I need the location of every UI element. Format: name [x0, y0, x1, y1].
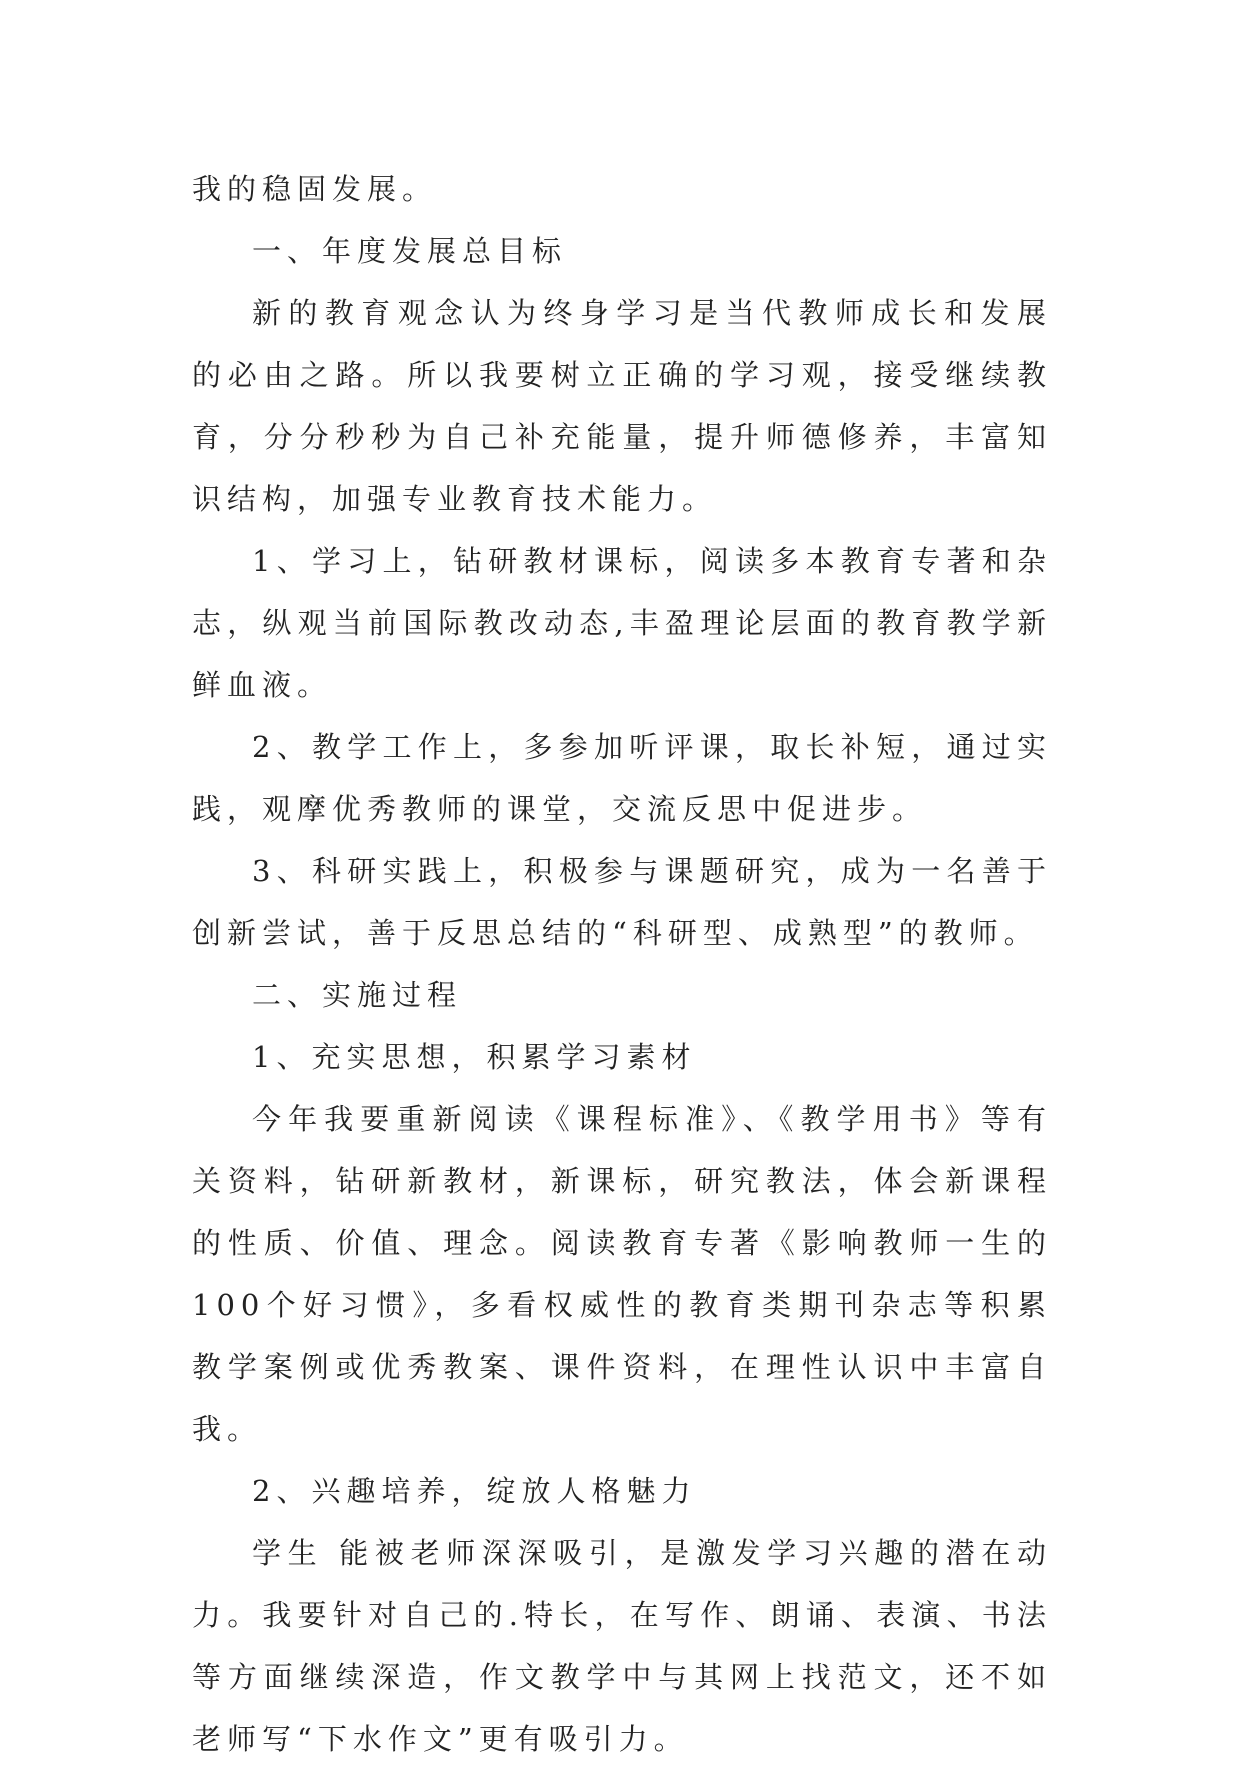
- paragraph-interest-plan: 学生 能被老师深深吸引，是激发学习兴趣的潜在动力。我要针对自己的.特长，在写作、朗诵、表演、书法等方面继续深造，作文教学中与其网上找范文，还不如老师写“下水作文”更有吸引力。: [192, 1536, 1052, 1756]
- paragraph-goal-teaching: 2、教学工作上，多参加听评课，取长补短，通过实践，观摩优秀教师的课堂，交流反思中促进步。: [192, 730, 1052, 826]
- heading-annual-goal: 一、年度发展总目标: [252, 234, 568, 268]
- heading-implementation: 二、实施过程: [252, 978, 463, 1012]
- subheading-enrich-thought: 1、充实思想，积累学习素材: [252, 1040, 697, 1074]
- paragraph-reading-plan: 今年我要重新阅读《课程标准》、《教学用书》等有关资料，钻研新教材，新课标，研究教法，体会新课程的性质、价值、理念。阅读教育专著《影响教师一生的100个好习惯》，多看权威性的教育类期刊杂志等积累教学案例或优秀教案、课件资料，在理性认识中丰富自我。: [192, 1102, 1052, 1446]
- paragraph-goal-intro: 新的教育观念认为终身学习是当代教师成长和发展的必由之路。所以我要树立正确的学习观，接受继续教育，分分秒秒为自己补充能量，提升师德修养，丰富知识结构，加强专业教育技术能力。: [192, 296, 1052, 516]
- subheading-interest-cultivation: 2、兴趣培养，绽放人格魅力: [252, 1474, 697, 1508]
- paragraph-continuation: 我的稳固发展。: [192, 172, 438, 206]
- document-body: [192, 158, 1052, 1770]
- paragraph-goal-research: 3、科研实践上，积极参与课题研究，成为一名善于创新尝试，善于反思总结的“科研型、成熟型”的教师。: [192, 854, 1052, 950]
- paragraph-goal-study: 1、学习上，钻研教材课标，阅读多本教育专著和杂志，纵观当前国际教改动态,丰盈理论层面的教育教学新鲜血液。: [192, 544, 1052, 702]
